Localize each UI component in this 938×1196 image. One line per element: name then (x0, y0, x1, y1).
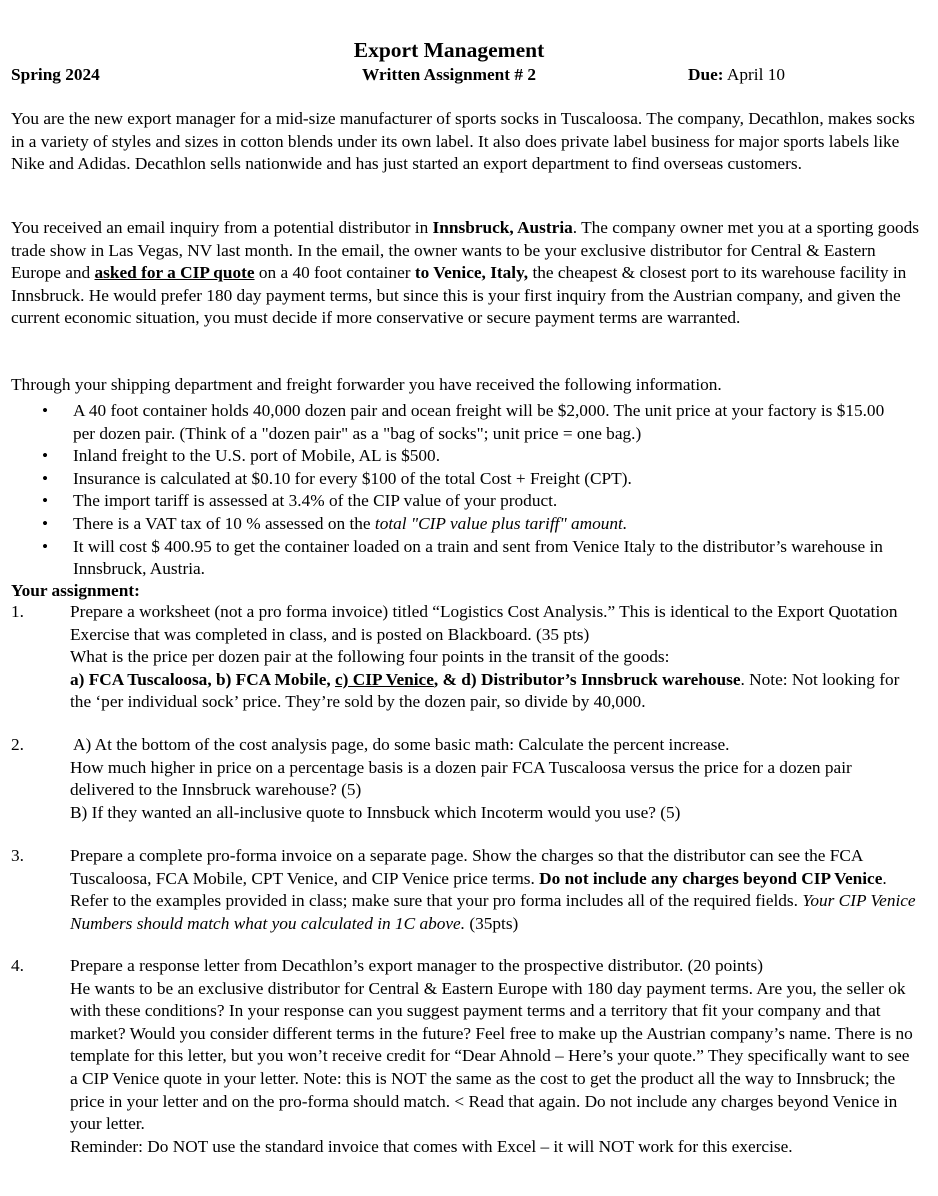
item-4-line1: Prepare a response letter from Decathlon’s export manager to the prospective distributor. (20 points) (70, 956, 763, 975)
bullet-text: The import tariff is assessed at 3.4% of the CIP value of your product. (73, 491, 558, 511)
document-title: Export Management (353, 38, 545, 62)
bullet-glyph: • (42, 468, 49, 488)
inquiry-text-a: You received an email inquiry from a potential distributor in (11, 218, 433, 237)
item-1-line2: What is the price per dozen pair at the following four points in the transit of the goods: (70, 647, 670, 667)
item-2-text (70, 734, 920, 824)
item-2-part-a: A) At the bottom of the cost analysis page, do some basic math: Calculate the percent increase. (73, 735, 730, 754)
item-2-number: 2. (11, 735, 24, 754)
item-3-text (70, 845, 920, 935)
item-1-fca: a) FCA Tuscaloosa, b) FCA Mobile, (70, 669, 336, 689)
bullet-text: It will cost $ 400.95 to get the container loaded on a train and sent from Venice Italy to the distributor’s warehouse in Innsbruck, Austria. (73, 536, 883, 579)
bullet-inland-freight (39, 445, 899, 468)
item-1-cip-venice: c) CIP Venice (335, 669, 434, 689)
bullet-glyph: • (42, 446, 49, 466)
item-1-points (70, 669, 920, 714)
inquiry-city: Innsbruck, Austria (432, 218, 573, 237)
item-3-bold: Do not include any charges beyond CIP Venice (539, 868, 883, 888)
item-2-part-b: B) If they wanted an all-inclusive quote to Innsbuck which Incoterm would you use? (5) (70, 802, 681, 822)
bullet-glyph: • (42, 536, 49, 556)
item-2-part-a2: How much higher in price on a percentage basis is a dozen pair FCA Tuscaloosa versus the price for a dozen pair delivered to the Innsbruck warehouse? (5) (70, 757, 852, 800)
bullet-rail-cost (39, 536, 899, 581)
item-3-text-1: Prepare a complete pro-forma invoice on a separate page. Show the charges so that the distributor can see the FCA Tuscaloosa, FCA Mobile, CPT Venice, and CIP Venice price terms. (70, 846, 863, 888)
assignment-number: Written Assignment # 2 (362, 65, 536, 84)
item-1-text (70, 601, 920, 714)
bullet-text: Insurance is calculated at $0.10 for every $100 of the total Cost + Freight (CPT). (73, 468, 632, 488)
bullet-vat (39, 513, 899, 536)
destination-port: to Venice, Italy, (414, 263, 529, 283)
item-4-text (70, 955, 920, 1158)
bullet-container-freight (39, 400, 899, 445)
inquiry-text-d: the cheapest & closest port to its warehouse facility in Innsbruck. He would prefer 180 day payment terms, but since this is your first inquiry from the Austrian company, and given the current economic situation, you must decide if more conservative or secure payment terms are warranted. (11, 263, 907, 328)
term-label: Spring 2024 (11, 65, 100, 84)
item-1-note: . Note: Not looking for the ‘per individual sock’ price. They’re sold by the dozen pair, so divide by 40,000. (70, 669, 900, 712)
item-3-text-2: . Refer to the examples provided in class; make sure that your pro forma includes all of the required fields. (70, 868, 887, 911)
bullet-text: There is a VAT tax of 10 % assessed on the (73, 513, 375, 533)
item-1-number: 1. (11, 602, 24, 621)
bullet-glyph: • (42, 401, 49, 420)
item-3-text-3: (35pts) (465, 913, 519, 933)
item-4-number: 4. (11, 956, 24, 975)
intro-paragraph-shipping: Through your shipping department and freight forwarder you have received the following information. (11, 375, 722, 394)
item-3-number: 3. (11, 846, 24, 865)
due-date-line (688, 64, 785, 87)
due-date: April 10 (726, 65, 785, 84)
item-4-reminder: Reminder: Do NOT use the standard invoice that comes with Excel – it will NOT work for this exercise. (70, 1136, 793, 1156)
bullet-glyph: • (42, 491, 49, 511)
assignment-heading: Your assignment: (11, 581, 140, 600)
bullet-text: A 40 foot container holds 40,000 dozen pair and ocean freight will be $2,000. The unit price at your factory is $15.00 per dozen pair. (Think of a "dozen pair" as a "bag of socks"; unit price = one bag.) (73, 401, 885, 443)
item-1-distributor: , & d) Distributor’s Innsbruck warehouse (433, 669, 741, 689)
shipping-info-list (39, 400, 899, 581)
bullet-glyph: • (42, 513, 49, 533)
bullet-import-tariff (39, 490, 899, 513)
bullet-insurance (39, 468, 899, 491)
bullet-vat-emphasis: total "CIP value plus tariff" amount. (374, 513, 628, 533)
item-1-line1: Prepare a worksheet (not a pro forma invoice) titled “Logistics Cost Analysis.” This is identical to the Export Quotation Exercise that was completed in class, and is posted on Blackboard. (35 pts) (70, 602, 898, 644)
item-4-body: He wants to be an exclusive distributor for Central & Eastern Europe with 180 day payment terms. Are you, the seller ok with these conditions? In your response can you suggest payment terms and a territory that fit your company and that market? Would you consider different terms in the future? Feel free to make up the Austrian company’s name. There is no template for this letter, but you won’t receive credit for “Dear Ahnold – Here’s your quote.” They specifically want to see a CIP Venice quote in your letter. Note: this is NOT the same as the cost to get the product all the way to Innsbruck; the price in your letter and on the pro-forma should match. < Read that again. Do not include any charges beyond Venice in your letter. (70, 978, 913, 1134)
due-label: Due: (688, 65, 724, 84)
intro-paragraph-inquiry (11, 217, 921, 330)
cip-quote-request: asked for a CIP quote (94, 263, 255, 283)
bullet-text: Inland freight to the U.S. port of Mobile, AL is $500. (73, 446, 441, 466)
inquiry-text-b: . The company owner met you at a sporting goods trade show in Las Vegas, NV last month. In the email, the owner wants to be your exclusive distributor for Central & Eastern Europe and (11, 218, 919, 283)
inquiry-text-c: on a 40 foot container (254, 263, 415, 283)
intro-paragraph-company: You are the new export manager for a mid-size manufacturer of sports socks in Tuscaloosa. The company, Decathlon, makes socks in a variety of styles and sizes in cotton blends under its own label. It also does private label business for major sports labels like Nike and Adidas. Decathlon sells nationwide and has just started an export department to find overseas customers. (11, 109, 915, 174)
item-3-italic: Your CIP Venice Numbers should match what you calculated in 1C above. (70, 891, 916, 933)
